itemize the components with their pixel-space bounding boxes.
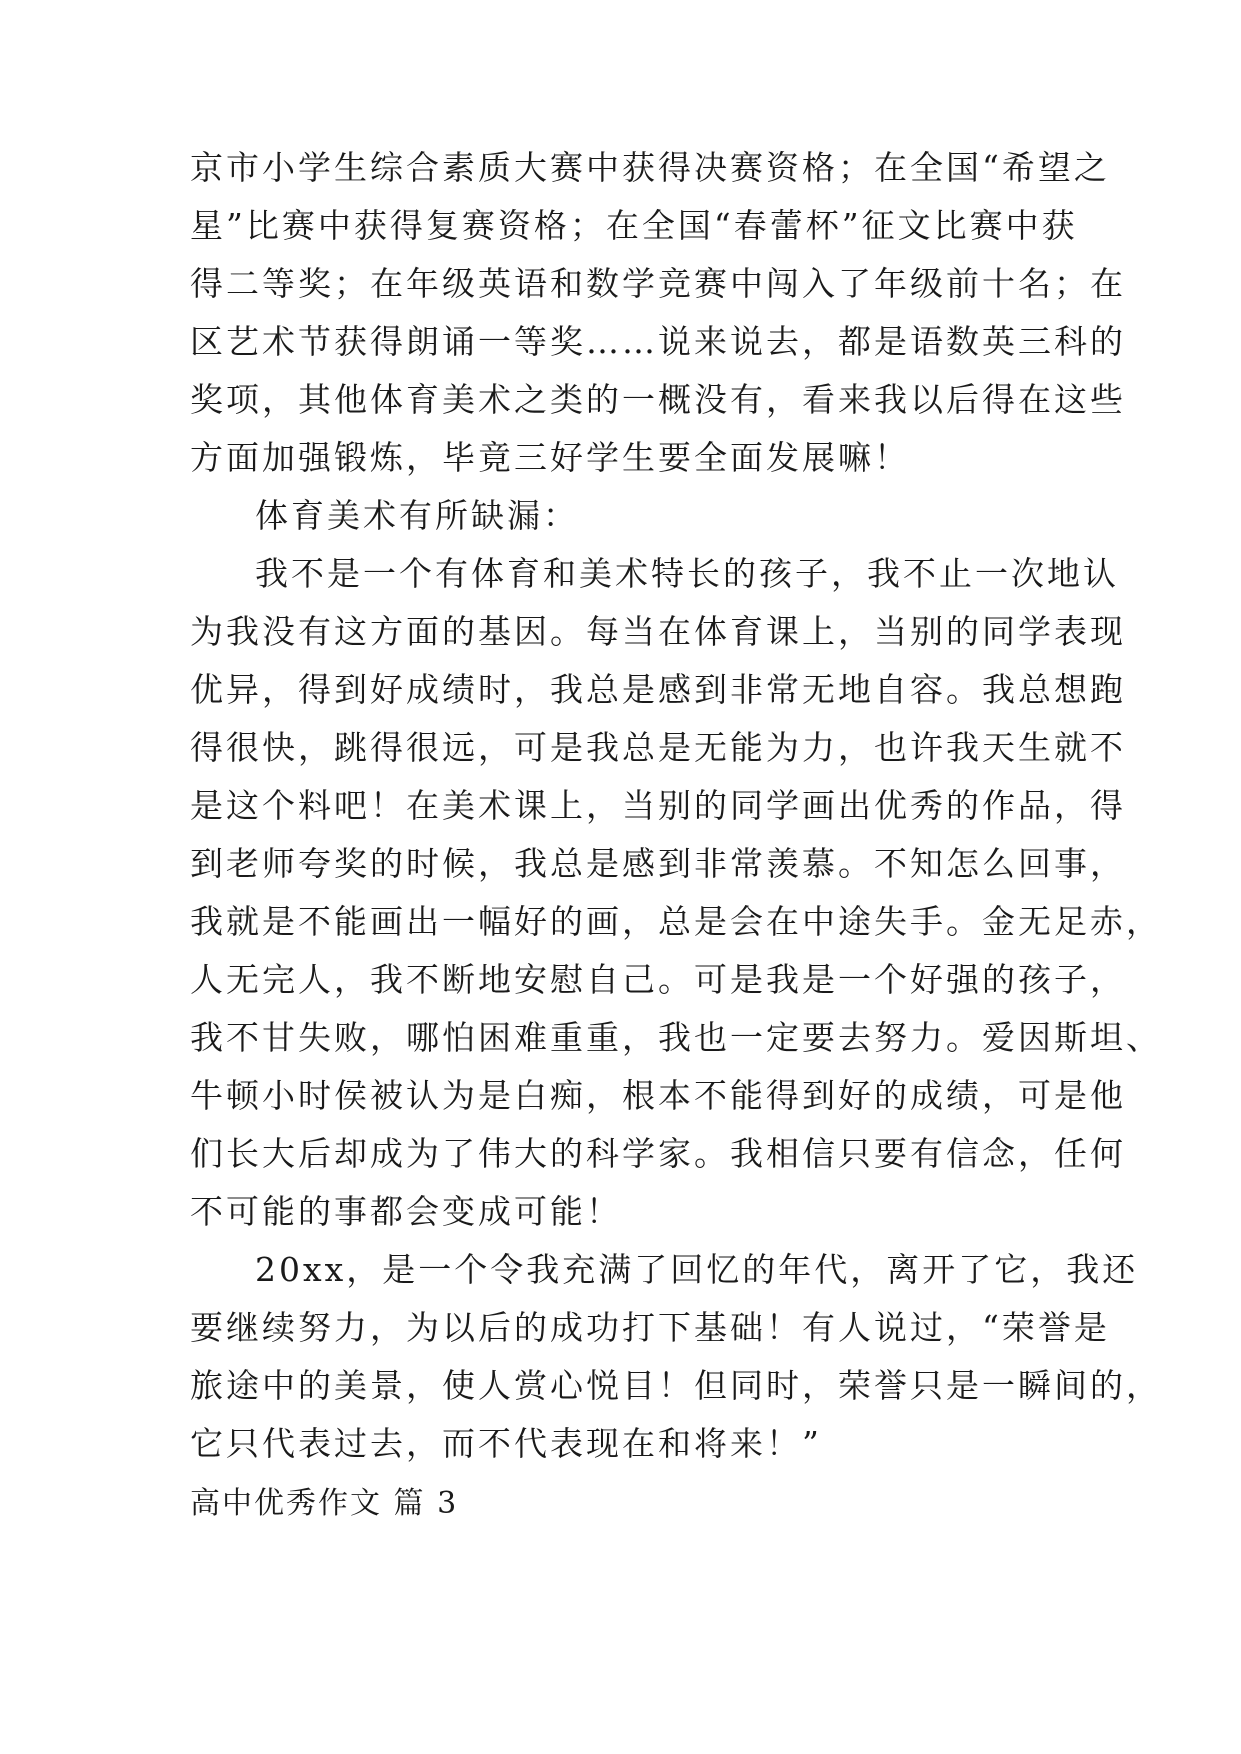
text-line: 奖项，其他体育美术之类的一概没有，看来我以后得在这些 [190,380,1126,419]
text-line: 牛顿小时侯被认为是白痴，根本不能得到好的成绩，可是他 [190,1076,1126,1115]
text-line: 不可能的事都会变成可能！ [190,1192,622,1231]
text-line: 京市小学生综合素质大赛中获得决赛资格；在全国“希望之 [190,148,1110,187]
text-line: 要继续努力，为以后的成功打下基础！有人说过，“荣誉是 [190,1308,1110,1347]
text-line: 旅途中的美景，使人赏心悦目！但同时，荣誉只是一瞬间的， [190,1366,1162,1405]
text-line: 区艺术节获得朗诵一等奖……说来说去，都是语数英三科的 [190,322,1126,361]
text-line: 它只代表过去，而不代表现在和将来！” [190,1424,822,1463]
text-line: 到老师夸奖的时候，我总是感到非常羡慕。不知怎么回事， [190,844,1126,883]
section-heading: 高中优秀作文 篇 3 [190,1486,459,1521]
text-line: 得二等奖；在年级英语和数学竞赛中闯入了年级前十名；在 [190,264,1126,303]
text-line: 我就是不能画出一幅好的画，总是会在中途失手。金无足赤， [190,902,1162,941]
text-line: 我不是一个有体育和美术特长的孩子，我不止一次地认 [255,554,1119,593]
text-line: 我不甘失败，哪怕困难重重，我也一定要去努力。爱因斯坦、 [190,1018,1162,1057]
text-line: 20xx，是一个令我充满了回忆的年代，离开了它，我还 [255,1250,1139,1289]
text-line: 为我没有这方面的基因。每当在体育课上，当别的同学表现 [190,612,1126,651]
text-line: 是这个料吧！在美术课上，当别的同学画出优秀的作品，得 [190,786,1126,825]
text-line: 方面加强锻炼，毕竟三好学生要全面发展嘛！ [190,438,910,477]
text-line: 优异，得到好成绩时，我总是感到非常无地自容。我总想跑 [190,670,1126,709]
text-line: 人无完人，我不断地安慰自己。可是我是一个好强的孩子， [190,960,1126,999]
text-line: 得很快，跳得很远，可是我总是无能为力，也许我天生就不 [190,728,1126,767]
text-line: 星”比赛中获得复赛资格；在全国“春蕾杯”征文比赛中获 [190,206,1078,245]
section-subtitle: 体育美术有所缺漏： [255,496,579,535]
text-line: 们长大后却成为了伟大的科学家。我相信只要有信念，任何 [190,1134,1126,1173]
